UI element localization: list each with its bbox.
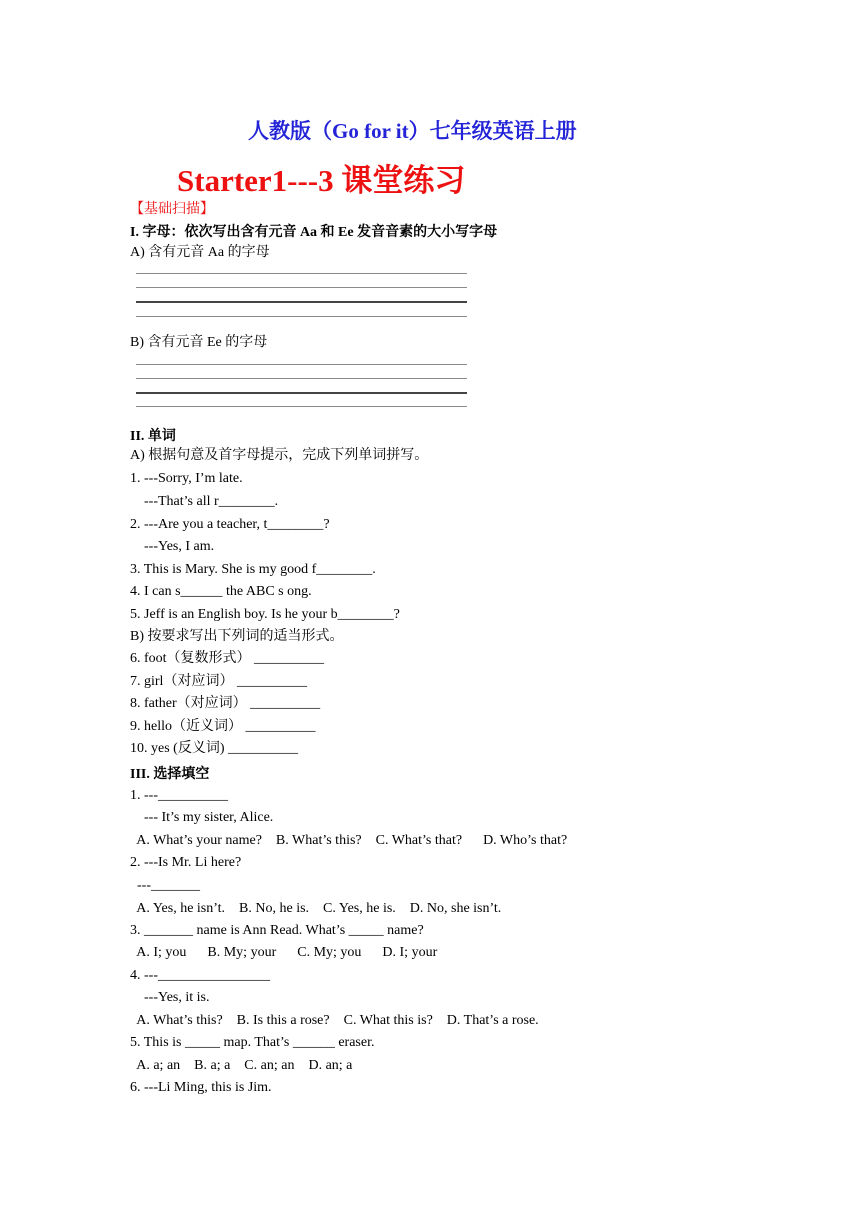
question-line: 10. yes (反义词) __________ [130, 741, 298, 756]
section-1-heading: I. 字母：依次写出含有元音 Aa 和 Ee 发音音素的大小写字母 [130, 225, 498, 240]
question-line: 2. ---Are you a teacher, t________? [130, 517, 330, 532]
question-line: 5. Jeff is an English boy. Is he your b________? [130, 607, 400, 622]
question-line: --- It’s my sister, Alice. [130, 810, 274, 825]
answer-options: A. What’s your name? B. What’s this? C. What’s that? D. Who’s that? [130, 833, 568, 848]
answer-options: A. I; you B. My; your C. My; you D. I; your [130, 945, 438, 960]
section-1-part-a: A) 含有元音 Aa 的字母 [130, 245, 270, 260]
question-line: 3. This is Mary. She is my good f________. [130, 562, 376, 577]
question-line: 1. ---Sorry, I’m late. [130, 471, 243, 486]
question-line: ---_______ [130, 878, 200, 893]
question-line: 4. I can s______ the ABC s ong. [130, 584, 312, 599]
writing-line [136, 273, 467, 274]
writing-line [136, 378, 467, 379]
writing-line [136, 406, 467, 407]
section-3-heading: III. 选择填空 [130, 767, 210, 782]
section-tag: 【基础扫描】 [130, 202, 214, 217]
writing-line [136, 364, 467, 365]
question-line: 5. This is _____ map. That’s ______ eraser. [130, 1035, 375, 1050]
writing-line [136, 287, 467, 288]
question-line: ---That’s all r________. [130, 494, 279, 509]
question-line: 6. ---Li Ming, this is Jim. [130, 1080, 272, 1095]
writing-line [136, 392, 467, 394]
question-line: 2. ---Is Mr. Li here? [130, 855, 242, 870]
answer-options: A. What’s this? B. Is this a rose? C. What this is? D. That’s a rose. [130, 1013, 539, 1028]
section-2-part-a: A) 根据句意及首字母提示，完成下列单词拼写。 [130, 448, 429, 463]
question-line: 3. _______ name is Ann Read. What’s _____ name? [130, 923, 424, 938]
section-2-part-b: B) 按要求写出下列词的适当形式。 [130, 629, 344, 644]
document-title: Starter1---3 课堂练习 [177, 163, 466, 198]
question-line: 4. ---________________ [130, 968, 270, 983]
question-line: 7. girl（对应词） __________ [130, 674, 307, 689]
section-1-part-b: B) 含有元音 Ee 的字母 [130, 335, 268, 350]
question-line: 6. foot（复数形式） __________ [130, 651, 325, 666]
question-line: ---Yes, it is. [130, 990, 210, 1005]
question-line: 8. father（对应词） __________ [130, 696, 321, 711]
answer-options: A. a; an B. a; a C. an; an D. an; a [130, 1058, 353, 1073]
document-subtitle: 人教版（Go for it）七年级英语上册 [248, 119, 577, 143]
question-line: 1. ---__________ [130, 788, 228, 803]
writing-line [136, 301, 467, 303]
answer-options: A. Yes, he isn’t. B. No, he is. C. Yes, he is. D. No, she isn’t. [130, 901, 502, 916]
question-line: 9. hello（近义词） __________ [130, 719, 316, 734]
question-line: ---Yes, I am. [130, 539, 215, 554]
writing-line [136, 316, 467, 317]
section-2-heading: II. 单词 [130, 429, 176, 444]
